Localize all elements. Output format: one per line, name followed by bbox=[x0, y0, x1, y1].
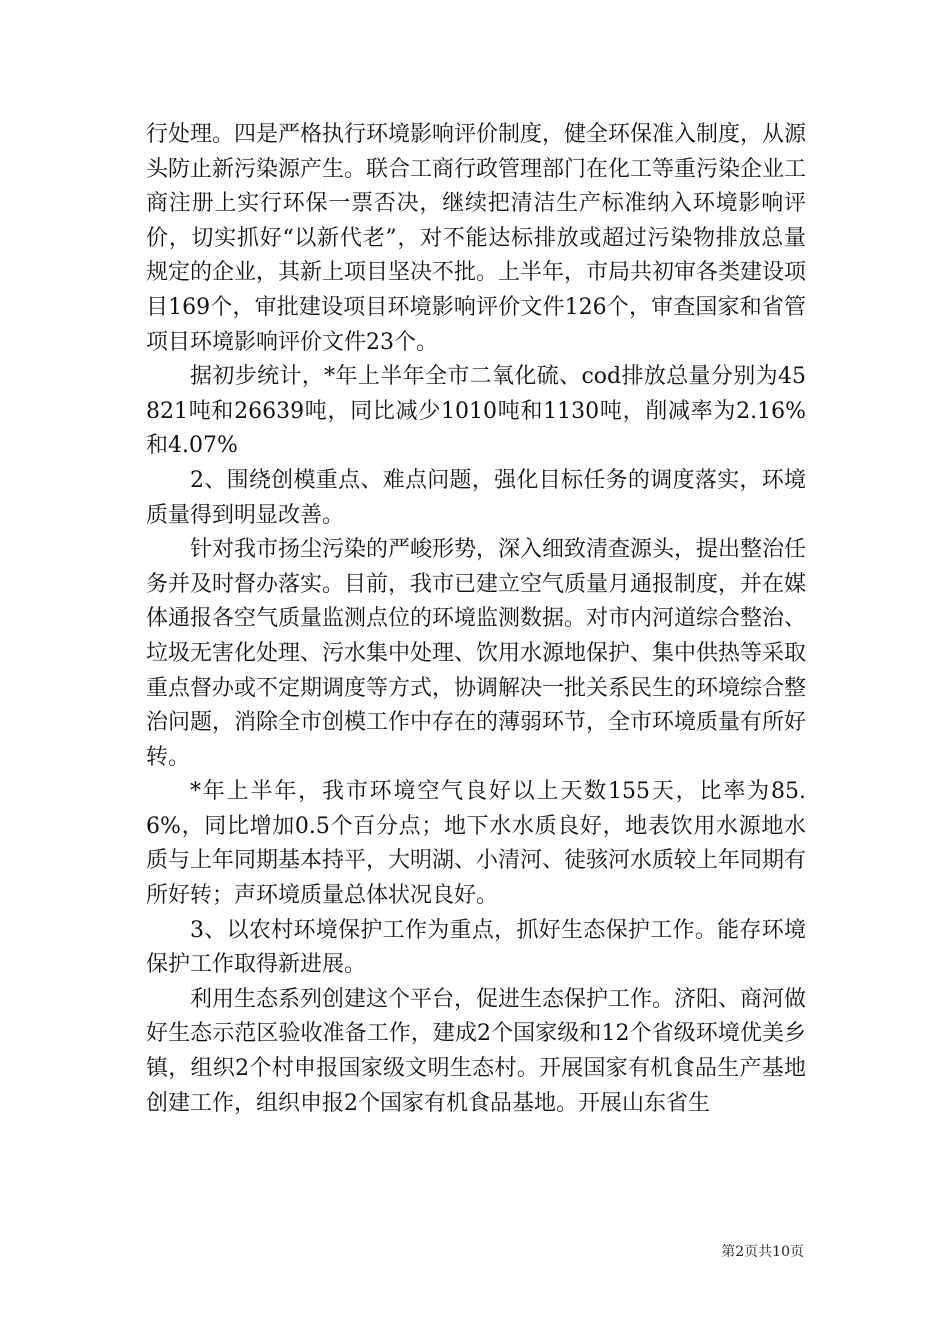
paragraph-emission-statistics: 据初步统计，*年上半年全市二氧化硫、cod排放总量分别为45821吨和26639吨，同比减少1010吨和1130吨，削减率为2.16%和4.07% bbox=[146, 364, 806, 459]
paragraph-heading-3: 3、以农村环境保护工作为重点，抓好生态保护工作。能存环境保护工作取得新进展。 bbox=[146, 917, 806, 978]
page-number-footer: 第2页共10页 bbox=[721, 1244, 804, 1260]
paragraph-dust-control: 针对我市扬尘污染的严峻形势，深入细致清查源头，提出整治任务并及时督办落实。目前，我市已建立空气质量月通报制度，并在媒体通报各空气质量监测点位的环境监测数据。对市内河道综合整治、垃圾无害化处理、污水集中处理、饮用水源地保护、集中供热等采取重点督办或不定期调度等方式，协调解决一批关系民生的环境综合整治问题，消除全市创模工作中存在的薄弱环节，全市环境质量有所好转。 bbox=[146, 537, 807, 770]
paragraph-continued: 行处理。四是严格执行环境影响评价制度，健全环保准入制度，从源头防止新污染源产生。联合工商行政管理部门在化工等重污染企业工商注册上实行环保一票否决，继续把清洁生产标准纳入环境影响评价，切实抓好“以新代老”，对不能达标排放或超过污染物排放总量规定的企业，其新上项目坚决不批。上半年，市局共初审各类建设项目169个，审批建设项目环境影响评价文件126个，审查国家和省管项目环境影响评价文件23个。 bbox=[146, 122, 807, 355]
paragraph-ecological-protection: 利用生态系列创建这个平台，促进生态保护工作。济阳、商河做好生态示范区验收准备工作，建成2个国家级和12个省级环境优美乡镇，组织2个村申报国家级文明生态村。开展国家有机食品生产基地创建工作，组织申报2个国家有机食品基地。开展山东省生 bbox=[146, 986, 807, 1116]
document-body bbox=[146, 118, 806, 1121]
paragraph-heading-2: 2、围绕创模重点、难点问题，强化目标任务的调度落实，环境质量得到明显改善。 bbox=[146, 467, 806, 528]
paragraph-air-quality: *年上半年，我市环境空气良好以上天数155天，比率为85.6%，同比增加0.5个百分点；地下水水质良好，地表饮用水源地水质与上年同期基本持平，大明湖、小清河、徒骇河水质较上年同期有所好转；声环境质量总体状况良好。 bbox=[146, 779, 807, 909]
